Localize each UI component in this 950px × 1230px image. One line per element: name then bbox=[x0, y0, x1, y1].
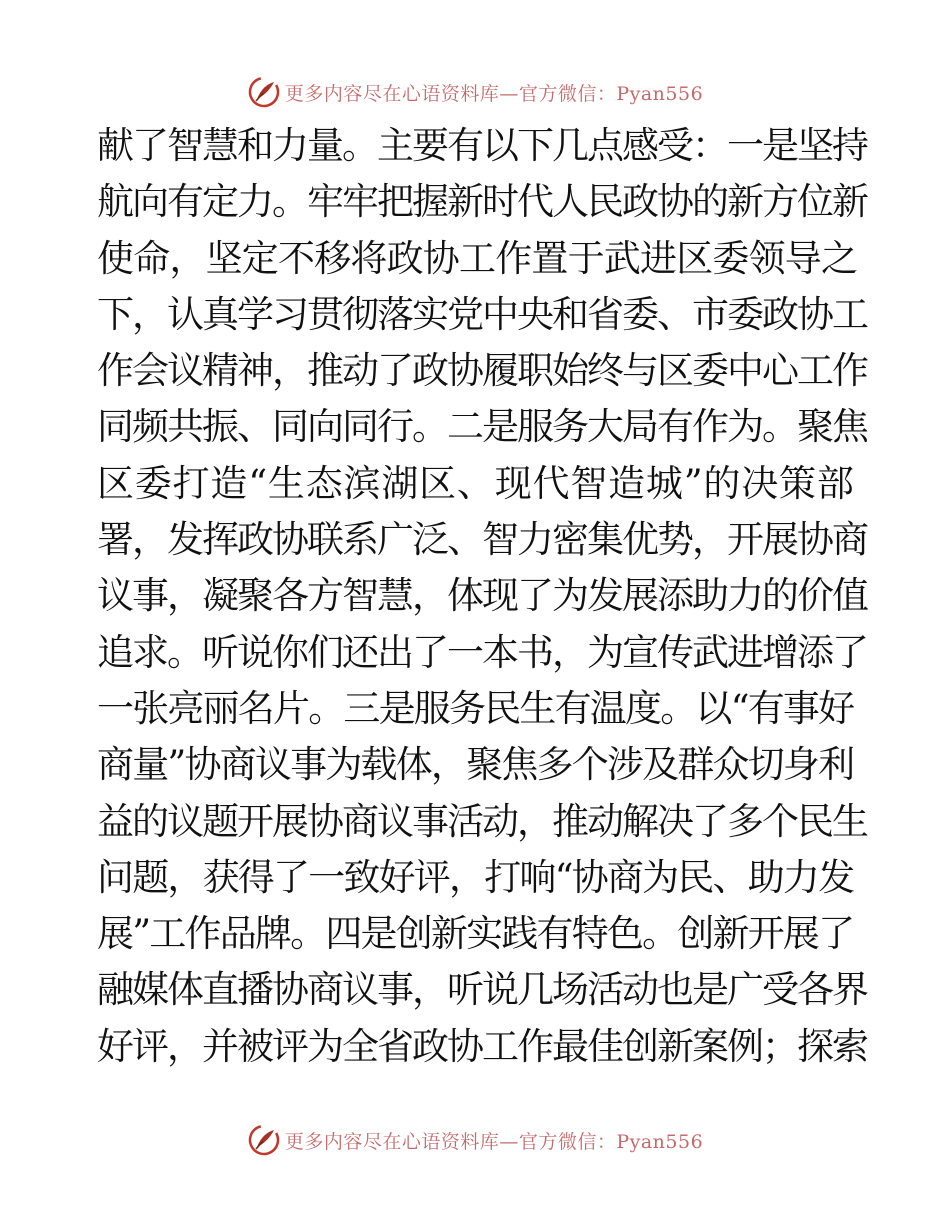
text-line: 使命，坚定不移将政协工作置于武进区委领导之 bbox=[97, 236, 858, 280]
feather-quill-logo-icon bbox=[247, 75, 281, 109]
text-line: 作会议精神，推动了政协履职始终与区委中心工作 bbox=[97, 349, 867, 393]
header-banner bbox=[0, 72, 950, 112]
text-line: 下，认真学习贯彻落实党中央和省委、市委政协工 bbox=[97, 292, 867, 336]
text-line: 追求。听说你们还出了一本书，为宣传武进增添了 bbox=[97, 630, 867, 674]
text-line: 一张亮丽名片。三是服务民生有温度。以“有事好 bbox=[97, 686, 854, 730]
text-line: 署，发挥政协联系广泛、智力密集优势，开展协商 bbox=[97, 518, 867, 562]
text-line: 好评，并被评为全省政协工作最佳创新案例；探索 bbox=[97, 1024, 867, 1068]
text-line: 益的议题开展协商议事活动，推动解决了多个民生 bbox=[97, 799, 867, 843]
text-line: 区委打造“生态滨湖区、现代智造城”的决策部 bbox=[97, 461, 855, 505]
document-body bbox=[97, 118, 867, 1075]
text-line: 议事，凝聚各方智慧，体现了为发展添助力的价值 bbox=[97, 574, 867, 618]
text-line: 商量”协商议事为载体，聚焦多个涉及群众切身利 bbox=[97, 743, 854, 787]
text-line: 问题，获得了一致好评，打响“协商为民、助力发 bbox=[97, 855, 854, 899]
feather-quill-logo-icon bbox=[247, 1123, 281, 1157]
footer-banner bbox=[0, 1120, 950, 1160]
text-line: 融媒体直播协商议事，听说几场活动也是广受各界 bbox=[97, 968, 867, 1012]
text-line: 献了智慧和力量。主要有以下几点感受：一是坚持 bbox=[97, 124, 867, 167]
text-line: 展”工作品牌。四是创新实践有特色。创新开展了 bbox=[97, 912, 854, 956]
header-banner-text: 更多内容尽在心语资料库—官方微信：Pyan556 bbox=[284, 82, 704, 105]
text-line: 同频共振、同向同行。二是服务大局有作为。聚焦 bbox=[97, 405, 867, 449]
text-line: 航向有定力。牢牢把握新时代人民政协的新方位新 bbox=[97, 180, 867, 224]
footer-banner-text: 更多内容尽在心语资料库—官方微信：Pyan556 bbox=[284, 1130, 704, 1153]
